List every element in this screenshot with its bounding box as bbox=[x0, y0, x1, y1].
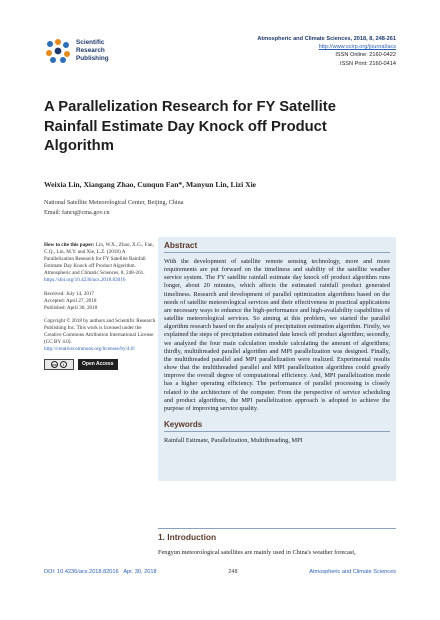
footer-doi bbox=[44, 569, 157, 575]
section-divider bbox=[158, 528, 396, 529]
cite-text: Lin, W.X., Zhao, X.G., Fan, C.Q., Lin, M.Y. and Xie, L.Z. (2018) A Parallelization Research for FY Satellite Rainfall Estimate Day Knock off Product Algorithm. Atmospheric and Climatic Sciences, 8, 248-261. bbox=[44, 242, 154, 277]
license-link[interactable]: http://creativecommons.org/licenses/by/4.0/ bbox=[44, 346, 135, 353]
journal-url-link[interactable]: http://www.scirp.org/journal/acs bbox=[318, 44, 396, 51]
page-footer bbox=[44, 569, 396, 575]
author-email: Email: fancq@cma.gov.cn bbox=[44, 208, 110, 216]
affiliation-block bbox=[44, 198, 183, 217]
cite-label: How to cite this paper: bbox=[44, 242, 95, 248]
page-number: 248 bbox=[228, 569, 238, 575]
journal-citation-line: Atmospheric and Climate Sciences, 2018, 8, 248-261 bbox=[257, 36, 396, 42]
abstract-divider bbox=[164, 252, 390, 253]
article-sidebar bbox=[44, 242, 156, 370]
citation-block bbox=[44, 242, 156, 285]
cc-by-badge-icon[interactable]: cc i bbox=[44, 359, 74, 370]
issn-print: ISSN Print: 2160-0414 bbox=[340, 60, 396, 67]
affiliation: National Satellite Meteorological Center, Beijing, China bbox=[44, 199, 184, 206]
abstract-text: With the development of satellite remote sensing technology, more and more requirements are put forward on the timeliness and stability of the satellite weather service system. The FY satellite rainfall estimate day knock off product algorithm runs longer, about 20 minutes, which affects the estimated rainfall product generated timeliness. Research and development of parallel optimization algorithms based on the needs of satellite meteorological services and their effectiveness in practical applications are necessary ways to enhance the high-performance and high-availability capabilities of satellite meteorological services. So aiming at this problem, we started the parallel algorithm research based on the analysis of precipitation estimation algorithm. Firstly, we explained the steps of precipitation estimated date knock off product algorithm; secondly, we analyzed the four main calculation module calculating the amount of algorithms; thirdly, multithreaded parallel algorithm and MPI parallelization was designed. Finally, the multithreaded parallel and MPI parallelization were realized. Experimental results show that the multithreaded parallel and MPI parallelization algorithms could greatly improve the overall degree of computational efficiency. And, MPI parallelization mode has a higher operating efficiency. The performance of parallel processing is closely related to the architecture of the computer. From the perspective of service scheduling and product algorithms, the MPI parallelization approach is adopted to achieve the purpose of improving service quality. bbox=[164, 258, 390, 412]
section-text: Fengyun meteorological satellites are mainly used in China's weather forecast, bbox=[158, 549, 356, 556]
abstract-panel bbox=[158, 237, 396, 481]
footer-date: Apr. 30, 2018 bbox=[123, 569, 157, 575]
section-heading: 1. Introduction bbox=[158, 532, 217, 542]
cite-doi-link[interactable]: https://doi.org/10.4236/acs.2018.82016 bbox=[44, 277, 126, 284]
keywords-divider bbox=[164, 431, 390, 432]
paper-title: A Parallelization Research for FY Satellite Rainfall Estimate Day Knock off Product Algorithm bbox=[44, 99, 336, 154]
published-date: Published: April 30, 2018 bbox=[44, 304, 98, 311]
scirp-logo-icon bbox=[44, 38, 72, 64]
publisher-logo bbox=[44, 38, 184, 64]
open-access-badge[interactable]: Open Access bbox=[78, 359, 118, 370]
received-date: Received: July 14, 2017 bbox=[44, 290, 95, 297]
introduction-section bbox=[158, 528, 396, 557]
journal-info bbox=[196, 35, 396, 68]
logo-text: Scientific Research Publishing bbox=[76, 39, 109, 62]
footer-doi-link[interactable]: DOI: 10.4236/acs.2018.82016 bbox=[44, 569, 119, 575]
copyright-text: Copyright © 2018 by authors and Scientific Research Publishing Inc. This work is licensed under the Creative Commons Attribution International License (CC BY 4.0). bbox=[44, 317, 156, 346]
keywords-list: Rainfall Estimate, Parallelization, Multithreading, MPI bbox=[164, 436, 303, 444]
keywords-heading: Keywords bbox=[164, 419, 203, 429]
abstract-heading: Abstract bbox=[164, 241, 198, 250]
copyright-block bbox=[44, 318, 156, 353]
author-list: Weixia Lin, Xiangang Zhao, Cunqun Fan*, Manyun Lin, Lizi Xie bbox=[44, 180, 257, 189]
dates-block bbox=[44, 291, 156, 312]
accepted-date: Accepted: April 27, 2018 bbox=[44, 297, 97, 304]
license-badges bbox=[44, 359, 156, 370]
footer-journal: Atmospheric and Climate Sciences bbox=[309, 569, 396, 575]
issn-online: ISSN Online: 2160-0422 bbox=[335, 52, 396, 59]
